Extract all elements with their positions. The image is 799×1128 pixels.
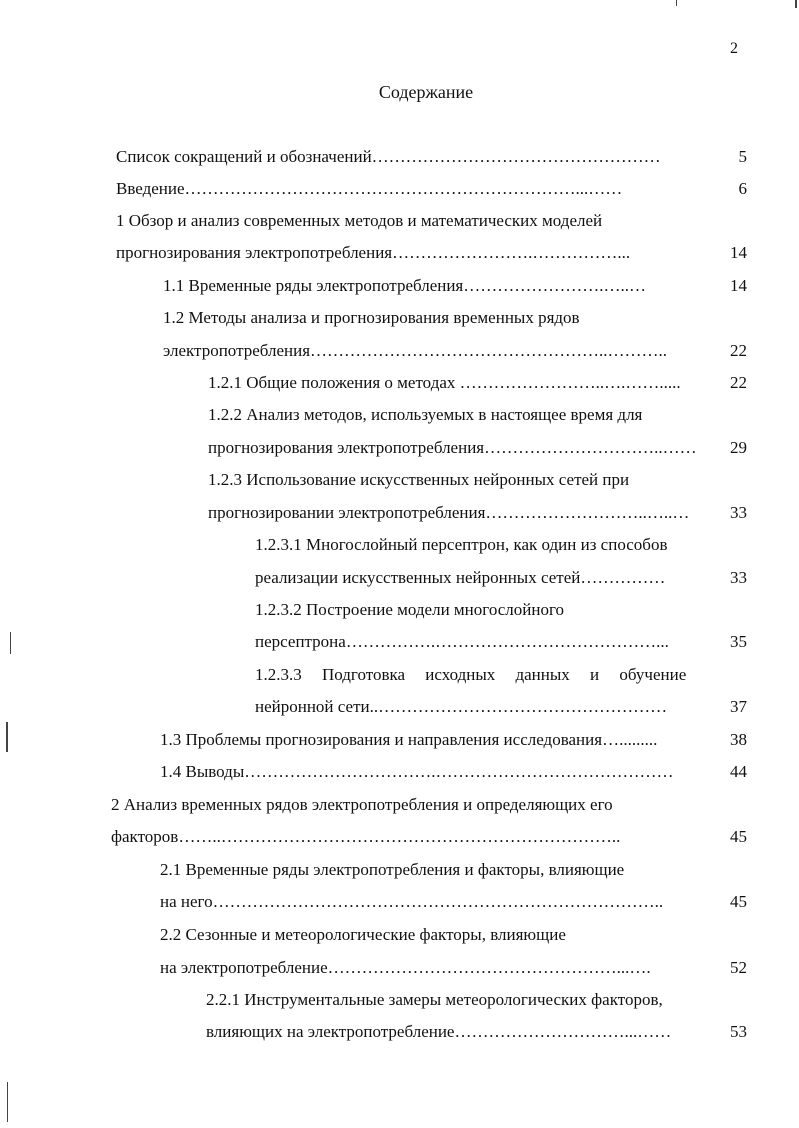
scan-artifact [795,0,797,8]
scan-artifact [10,632,11,654]
toc-entry-text: 1.4 Выводы…………………………….…………………………………… [160,762,674,781]
toc-entry-text: прогнозирования электропотребления…………………….……………... [116,243,631,262]
toc-entry-page: 22 [730,373,747,392]
scan-artifact [7,1082,8,1122]
toc-entry-text: персептрона…………….…………………………………... [255,632,669,651]
toc-entry-text: 1.2.3.3 Подготовка исходных данных и обучение [255,665,687,684]
toc-entry-text: нейронной сети..…………………………………………… [255,697,668,716]
toc-entry-text: 1.1 Временные ряды электропотребления…………………….…..… [163,276,647,295]
toc-entry-text: 2.1 Временные ряды электропотребления и факторы, влияющие [160,860,625,879]
toc-entry-page: 5 [738,147,747,166]
toc-entry-text: 2.2 Сезонные и метеорологические факторы, влияющие [160,925,566,944]
toc-entry-text: 1.2.3.2 Построение модели многослойного [255,600,565,619]
toc-entry-text: на него…………………………………………………………………….. [160,892,664,911]
page-number: 2 [730,40,738,57]
toc-entry-page: 14 [730,276,747,295]
toc-entry-page: 37 [730,697,747,716]
toc-entry-text: 1.2.1 Общие положения о методах ……………………..….……..... [208,373,681,392]
toc-entry-text: Список сокращений и обозначений…………………………………………… [116,147,661,166]
scan-artifact [676,0,677,6]
toc-entry-text: 2.2.1 Инструментальные замеры метеорологических факторов, [206,990,663,1009]
toc-entry-text: реализации искусственных нейронных сетей…………… [255,568,666,587]
toc-entry-page: 38 [730,730,747,749]
toc-entry-page: 45 [730,892,747,911]
toc-entry-text: 1.2.2 Анализ методов, используемых в настоящее время для [208,405,643,424]
toc-entry-page: 45 [730,827,747,846]
toc-entry-text: прогнозирования электропотребления…………………………..…… [208,438,697,457]
toc-entry-text: на электропотребление……………………………………………...…. [160,958,651,977]
scan-artifact [6,722,8,752]
toc-entry-text: 2 Анализ временных рядов электропотребления и определяющих его [111,795,613,814]
toc-entry-page: 29 [730,438,747,457]
toc-entry-page: 33 [730,503,747,522]
toc-entry-page: 52 [730,958,747,977]
toc-entry-text: влияющих на электропотребление…………………………...…… [206,1022,672,1041]
toc-entry-page: 33 [730,568,747,587]
toc-entry-page: 14 [730,243,747,262]
page-title: Содержание [378,82,474,102]
toc-entry-text: прогнозировании электропотребления………………………..…..… [208,503,690,522]
toc-entry-page: 35 [730,632,747,651]
toc-entry-text: 1.3 Проблемы прогнозирования и направления исследования…......... [160,730,658,749]
toc-entry-page: 6 [738,179,747,198]
toc-entry-text: 1.2.3 Использование искусственных нейронных сетей при [208,470,630,489]
toc-entry-page: 22 [730,341,747,360]
toc-entry-text: 1.2.3.1 Многослойный персептрон, как один из способов [255,535,668,554]
toc-entry-text: 1 Обзор и анализ современных методов и математических моделей [116,211,603,230]
toc-entry-text: факторов……..…………………………………………………………….. [111,827,621,846]
toc-entry-page: 53 [730,1022,747,1041]
toc-entry-text: Введение……………………………………………………………...…… [116,179,623,198]
toc-entry-text: 1.2 Методы анализа и прогнозирования временных рядов [163,308,580,327]
toc-entry-page: 44 [730,762,747,781]
toc-entry-text: электропотребления……………………………………………..……….. [163,341,668,360]
